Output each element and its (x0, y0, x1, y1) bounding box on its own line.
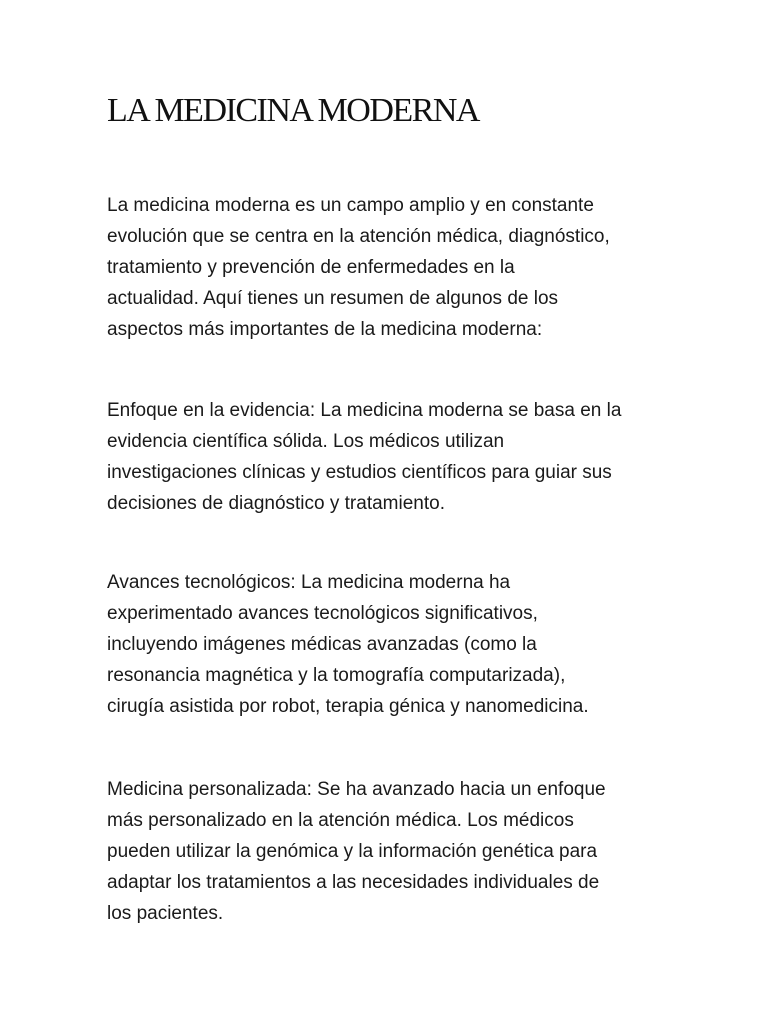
paragraph-line: investigaciones clínicas y estudios científicos para guiar sus (107, 462, 612, 483)
paragraph-line: evolución que se centra en la atención médica, diagnóstico, (107, 226, 610, 247)
paragraph-line: actualidad. Aquí tienes un resumen de algunos de los (107, 288, 559, 309)
paragraph-line: resonancia magnética y la tomografía computarizada), (107, 665, 566, 686)
paragraph-line: cirugía asistida por robot, terapia génica y nanomedicina. (107, 696, 589, 717)
paragraph-line: pueden utilizar la genómica y la información genética para (107, 841, 598, 862)
paragraph-technology (107, 567, 677, 722)
paragraph-line: La medicina moderna es un campo amplio y en constante (107, 195, 594, 216)
paragraph-line: decisiones de diagnóstico y tratamiento. (107, 493, 445, 514)
paragraph-line: tratamiento y prevención de enfermedades en la (107, 257, 515, 278)
paragraph-line: los pacientes. (107, 903, 224, 924)
paragraph-evidence (107, 395, 677, 519)
paragraph-line: Medicina personalizada: Se ha avanzado hacia un enfoque (107, 779, 606, 800)
paragraph-line: Enfoque en la evidencia: La medicina moderna se basa en la (107, 400, 622, 421)
paragraph-line: incluyendo imágenes médicas avanzadas (como la (107, 634, 537, 655)
paragraph-line: Avances tecnológicos: La medicina moderna ha (107, 572, 511, 593)
paragraph-line: más personalizado en la atención médica. Los médicos (107, 810, 574, 831)
paragraph-introduction (107, 190, 677, 345)
paragraph-line: adaptar los tratamientos a las necesidades individuales de (107, 872, 600, 893)
paragraph-line: evidencia científica sólida. Los médicos utilizan (107, 431, 505, 452)
paragraph-line: experimentado avances tecnológicos significativos, (107, 603, 538, 624)
paragraph-line: aspectos más importantes de la medicina moderna: (107, 319, 543, 340)
document-title: LA MEDICINA MODERNA (107, 92, 479, 129)
paragraph-personalized (107, 774, 677, 929)
